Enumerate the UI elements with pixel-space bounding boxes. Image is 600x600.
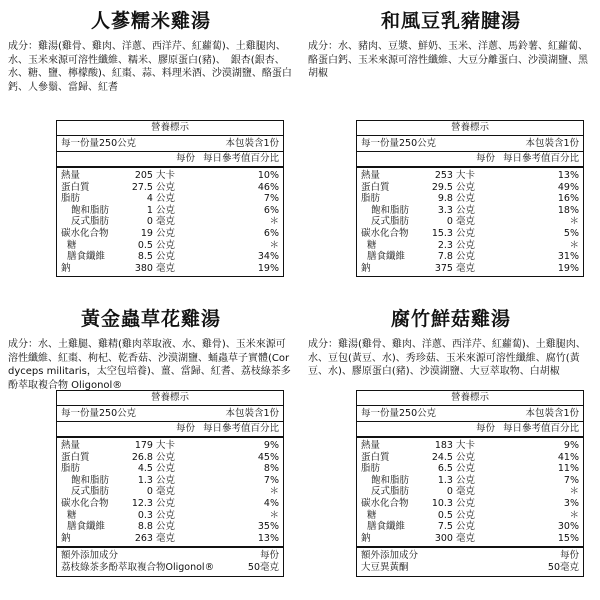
nutrient-value: 7.5 公克 <box>437 521 475 533</box>
column-header-row <box>57 152 283 168</box>
nutrient-name: 鈉 <box>361 262 371 274</box>
extra-item: 荔枝綠茶多酚萃取複合物Oligonol® <box>61 562 215 574</box>
nutrient-row <box>57 205 283 217</box>
nutrient-daily-pct: 9% <box>563 440 579 451</box>
nutrient-daily-pct: ＊ <box>569 509 579 521</box>
serving-size: 每一份量250公克 <box>361 138 437 149</box>
nutrition-table-header: 營養標示 <box>57 121 283 136</box>
nutrient-row <box>57 193 283 205</box>
nutrient-name: 碳水化合物 <box>361 227 409 239</box>
nutrient-row <box>57 475 283 487</box>
extra-ingredients <box>357 546 583 576</box>
nutrient-daily-pct: ＊ <box>569 216 579 228</box>
nutrient-daily-pct: 5% <box>563 227 579 239</box>
nutrient-name: 膳食纖維 <box>67 521 106 533</box>
nutrient-value: 26.8 公克 <box>131 451 175 463</box>
nutrient-name: 糖 <box>367 239 377 251</box>
nutrient-daily-pct: 10% <box>257 170 279 181</box>
nutrient-daily-pct: 35% <box>257 521 279 533</box>
product-panel <box>6 8 296 274</box>
nutrient-value: 0 毫克 <box>146 216 175 228</box>
nutrient-daily-pct: 34% <box>257 251 279 263</box>
nutrient-value: 6.5 公克 <box>437 463 475 475</box>
nutrient-value: 205 大卡 <box>134 170 175 181</box>
extra-per: 每份 <box>259 550 279 562</box>
column-per-serving: 每份 <box>175 153 195 164</box>
nutrient-row <box>57 521 283 533</box>
nutrition-table-header: 營養標示 <box>357 391 583 406</box>
nutrient-value: 3.3 公克 <box>437 204 475 216</box>
extra-per: 每份 <box>559 550 579 562</box>
product-title: 黃金蟲草花雞湯 <box>80 308 221 330</box>
serving-row <box>357 136 583 152</box>
nutrient-daily-pct: ＊ <box>269 486 279 498</box>
nutrition-table <box>56 390 284 577</box>
nutrient-value: 24.5 公克 <box>431 451 475 463</box>
nutrient-daily-pct: 45% <box>257 451 279 463</box>
serving-row <box>57 136 283 152</box>
nutrient-name: 飽和脂肪 <box>71 204 110 216</box>
nutrient-name: 糖 <box>67 239 77 251</box>
nutrient-value: 9.8 公克 <box>437 193 475 205</box>
column-daily-value: 每日參考值百分比 <box>502 153 579 164</box>
nutrient-name: 反式脂肪 <box>371 216 410 228</box>
nutrient-name: 熱量 <box>361 170 381 181</box>
nutrient-name: 飽和脂肪 <box>71 474 110 486</box>
extra-item: 大豆異黃酮 <box>361 562 409 574</box>
column-daily-value: 每日參考值百分比 <box>202 153 279 164</box>
column-header-row <box>57 422 283 438</box>
servings-per-package: 本包裝含1份 <box>225 138 279 149</box>
nutrient-row <box>57 216 283 228</box>
column-daily-value: 每日參考值百分比 <box>202 423 279 434</box>
nutrient-daily-pct: 9% <box>263 440 279 451</box>
nutrient-value: 380 毫克 <box>134 262 175 274</box>
nutrient-daily-pct: 30% <box>557 521 579 533</box>
ingredients-text: 成分：水、豬肉、豆漿、鮮奶、玉米、洋蔥、馬鈴薯、紅蘿蔔、酪蛋白鈣、玉米來源可溶性纖維、大豆分離蛋白、沙漠湖鹽、黑胡椒 <box>308 41 588 79</box>
nutrient-name: 糖 <box>67 509 77 521</box>
nutrient-name: 碳水化合物 <box>361 497 409 509</box>
nutrient-row <box>357 498 583 510</box>
nutrient-daily-pct: 15% <box>557 532 579 544</box>
nutrient-row <box>57 463 283 475</box>
nutrition-table <box>356 120 584 277</box>
nutrient-row <box>357 452 583 464</box>
nutrient-row <box>57 533 283 545</box>
nutrient-row <box>57 510 283 522</box>
product-title: 和風豆乳豬腱湯 <box>380 10 521 32</box>
nutrient-value: 0.3 公克 <box>137 509 175 521</box>
nutrient-list <box>357 168 583 276</box>
nutrient-row <box>357 510 583 522</box>
nutrient-row <box>357 182 583 194</box>
column-per-serving: 每份 <box>175 423 195 434</box>
ingredients-text: 成分：雞湯(雞骨、雞肉、洋蔥、西洋芹、紅蘿蔔)、土雞腿肉、水、玉米來源可溶性纖維、糯米、膠原蛋白(豬)、 銀杏(銀杏、水、糖、鹽、檸檬酸)、紅棗、蒜、料理米酒、沙漠湖鹽、酪蛋白鈣、人參鬚、當歸、紅耆 <box>8 41 292 93</box>
nutrient-row <box>57 170 283 182</box>
nutrient-value: 8.5 公克 <box>137 251 175 263</box>
nutrient-name: 飽和脂肪 <box>371 204 410 216</box>
nutrient-value: 1 公克 <box>146 204 175 216</box>
nutrient-name: 脂肪 <box>61 463 81 475</box>
nutrition-table <box>356 390 584 577</box>
nutrient-name: 蛋白質 <box>61 451 90 463</box>
nutrient-row <box>57 182 283 194</box>
nutrient-daily-pct: ＊ <box>269 239 279 251</box>
nutrient-daily-pct: 7% <box>263 193 279 205</box>
nutrient-row <box>357 216 583 228</box>
nutrient-name: 熱量 <box>61 440 81 451</box>
serving-size: 每一份量250公克 <box>361 408 437 419</box>
nutrient-name: 蛋白質 <box>361 451 390 463</box>
nutrient-value: 4.5 公克 <box>137 463 175 475</box>
nutrient-name: 蛋白質 <box>61 181 90 193</box>
serving-size: 每一份量250公克 <box>61 408 137 419</box>
nutrient-value: 2.3 公克 <box>437 239 475 251</box>
nutrient-list <box>57 168 283 276</box>
nutrient-row <box>357 170 583 182</box>
nutrient-name: 碳水化合物 <box>61 227 109 239</box>
nutrient-name: 膳食纖維 <box>67 251 106 263</box>
nutrient-value: 10.3 公克 <box>431 497 475 509</box>
product-title: 人蔘糯米雞湯 <box>90 10 211 32</box>
extra-amount: 50毫克 <box>547 562 579 574</box>
nutrient-daily-pct: ＊ <box>269 216 279 228</box>
nutrient-row <box>357 463 583 475</box>
nutrient-value: 7.8 公克 <box>437 251 475 263</box>
nutrient-row <box>357 486 583 498</box>
nutrient-name: 糖 <box>367 509 377 521</box>
nutrient-value: 183 大卡 <box>434 440 475 451</box>
nutrient-daily-pct: 31% <box>557 251 579 263</box>
nutrient-daily-pct: 3% <box>563 497 579 509</box>
column-header-row <box>357 152 583 168</box>
nutrient-row <box>357 440 583 452</box>
product-panel <box>306 306 596 574</box>
serving-size: 每一份量250公克 <box>61 138 137 149</box>
nutrient-name: 飽和脂肪 <box>371 474 410 486</box>
nutrient-row <box>357 475 583 487</box>
nutrient-row <box>57 498 283 510</box>
nutrient-value: 1.3 公克 <box>437 474 475 486</box>
nutrient-value: 0.5 公克 <box>137 239 175 251</box>
nutrient-value: 0 毫克 <box>146 486 175 498</box>
nutrition-table-header: 營養標示 <box>357 121 583 136</box>
nutrient-value: 27.5 公克 <box>131 181 175 193</box>
nutrient-value: 0 毫克 <box>446 216 475 228</box>
nutrient-daily-pct: 46% <box>257 181 279 193</box>
serving-row <box>357 406 583 422</box>
nutrient-row <box>57 240 283 252</box>
column-header-row <box>357 422 583 438</box>
nutrient-name: 膳食纖維 <box>367 251 406 263</box>
ingredients-text: 成分：雞湯(雞骨、雞肉、洋蔥、西洋芹、紅蘿蔔)、土雞腿肉、水、豆包(黃豆、水)、秀珍菇、玉米來源可溶性纖維、腐竹(黃豆、水)、膠原蛋白(豬)、沙漠湖鹽、大豆萃取物、白胡椒 <box>308 339 586 377</box>
nutrient-name: 鈉 <box>61 532 71 544</box>
nutrient-value: 15.3 公克 <box>431 227 475 239</box>
serving-row <box>57 406 283 422</box>
nutrient-row <box>357 228 583 240</box>
nutrient-daily-pct: 16% <box>557 193 579 205</box>
nutrient-list <box>357 438 583 546</box>
column-per-serving: 每份 <box>475 153 495 164</box>
nutrient-name: 脂肪 <box>361 463 381 475</box>
nutrient-daily-pct: 19% <box>557 262 579 274</box>
nutrient-daily-pct: 8% <box>263 463 279 475</box>
nutrient-row <box>357 263 583 275</box>
nutrient-name: 脂肪 <box>61 193 81 205</box>
nutrient-value: 375 毫克 <box>434 262 475 274</box>
nutrient-row <box>57 228 283 240</box>
nutrient-name: 熱量 <box>61 170 81 181</box>
nutrient-daily-pct: 19% <box>257 262 279 274</box>
nutrient-name: 鈉 <box>361 532 371 544</box>
column-daily-value: 每日參考值百分比 <box>502 423 579 434</box>
nutrient-row <box>357 251 583 263</box>
nutrient-daily-pct: 49% <box>557 181 579 193</box>
nutrient-daily-pct: 41% <box>557 451 579 463</box>
nutrient-name: 反式脂肪 <box>71 216 110 228</box>
extra-label: 額外添加成分 <box>361 550 419 562</box>
nutrient-daily-pct: 7% <box>263 474 279 486</box>
nutrient-name: 脂肪 <box>361 193 381 205</box>
nutrient-name: 蛋白質 <box>361 181 390 193</box>
nutrient-name: 熱量 <box>361 440 381 451</box>
nutrient-name: 反式脂肪 <box>371 486 410 498</box>
extra-label: 額外添加成分 <box>61 550 119 562</box>
nutrition-table-header: 營養標示 <box>57 391 283 406</box>
nutrient-row <box>357 521 583 533</box>
ingredients-text: 成分：水、土雞腿、雞精(雞肉萃取液、水、雞骨)、玉米來源可溶性纖維、紅棗、枸杞、乾香菇、沙漠湖鹽、蛹蟲草子實體(Cordyceps militaris，太空包培養)、薑、當歸、紅耆、荔枝綠茶多酚萃取複合物 Oligonol® <box>8 339 291 391</box>
product-panel <box>306 8 596 274</box>
nutrient-value: 0.5 公克 <box>437 509 475 521</box>
product-title: 腐竹鮮菇雞湯 <box>390 308 511 330</box>
nutrient-value: 12.3 公克 <box>131 497 175 509</box>
nutrient-name: 反式脂肪 <box>71 486 110 498</box>
nutrient-value: 300 毫克 <box>434 532 475 544</box>
extra-ingredients <box>57 546 283 576</box>
nutrient-value: 19 公克 <box>140 227 175 239</box>
nutrient-value: 29.5 公克 <box>431 181 475 193</box>
nutrient-value: 263 毫克 <box>134 532 175 544</box>
nutrient-name: 鈉 <box>61 262 71 274</box>
nutrient-value: 179 大卡 <box>134 440 175 451</box>
nutrient-row <box>57 452 283 464</box>
nutrient-list <box>57 438 283 546</box>
nutrient-daily-pct: 4% <box>263 497 279 509</box>
servings-per-package: 本包裝含1份 <box>525 138 579 149</box>
nutrient-daily-pct: 11% <box>557 463 579 475</box>
nutrient-daily-pct: ＊ <box>569 486 579 498</box>
nutrient-value: 4 公克 <box>146 193 175 205</box>
nutrient-daily-pct: 13% <box>257 532 279 544</box>
nutrient-value: 8.8 公克 <box>137 521 175 533</box>
nutrient-daily-pct: 6% <box>263 227 279 239</box>
nutrient-value: 1.3 公克 <box>137 474 175 486</box>
nutrient-row <box>57 263 283 275</box>
nutrient-row <box>357 533 583 545</box>
nutrient-daily-pct: 6% <box>263 204 279 216</box>
nutrient-daily-pct: ＊ <box>269 509 279 521</box>
product-panel <box>6 306 296 574</box>
nutrient-daily-pct: 7% <box>563 474 579 486</box>
nutrient-name: 碳水化合物 <box>61 497 109 509</box>
nutrient-row <box>357 193 583 205</box>
nutrient-daily-pct: 13% <box>557 170 579 181</box>
nutrient-row <box>57 251 283 263</box>
nutrient-value: 253 大卡 <box>434 170 475 181</box>
nutrient-daily-pct: 18% <box>557 204 579 216</box>
nutrient-row <box>357 205 583 217</box>
nutrient-row <box>357 240 583 252</box>
nutrition-table <box>56 120 284 277</box>
nutrient-name: 膳食纖維 <box>367 521 406 533</box>
column-per-serving: 每份 <box>475 423 495 434</box>
nutrient-daily-pct: ＊ <box>569 239 579 251</box>
servings-per-package: 本包裝含1份 <box>525 408 579 419</box>
nutrient-value: 0 毫克 <box>446 486 475 498</box>
servings-per-package: 本包裝含1份 <box>225 408 279 419</box>
nutrient-row <box>57 486 283 498</box>
nutrient-row <box>57 440 283 452</box>
extra-amount: 50毫克 <box>247 562 279 574</box>
